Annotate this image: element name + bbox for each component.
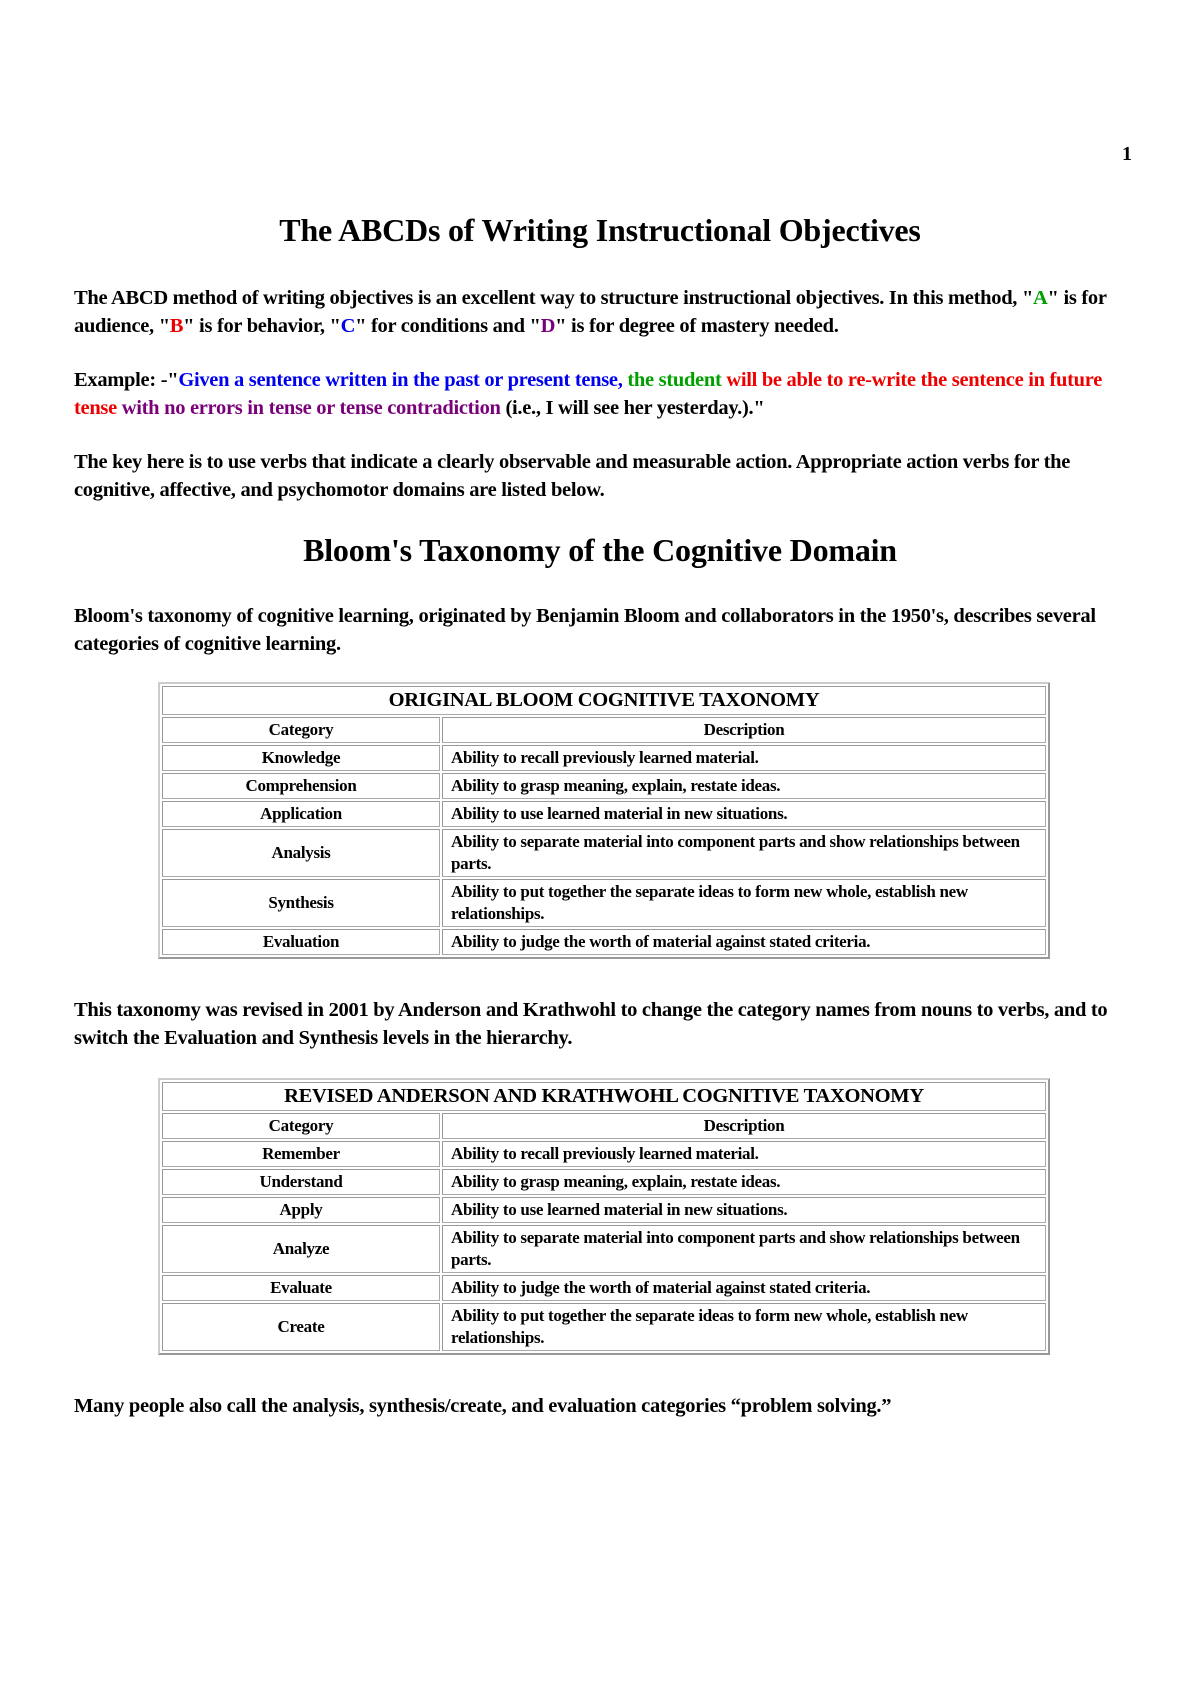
category-cell: Understand	[162, 1169, 440, 1195]
section-heading: Bloom's Taxonomy of the Cognitive Domain	[303, 532, 897, 568]
description-cell: Ability to grasp meaning, explain, restate ideas.	[442, 773, 1046, 799]
intro-text-5: " is for degree of mastery needed.	[555, 315, 839, 337]
column-header-category: Category	[162, 1113, 440, 1139]
example-paragraph	[74, 366, 1134, 422]
description-cell: Ability to recall previously learned material.	[442, 1141, 1046, 1167]
table-caption: REVISED ANDERSON AND KRATHWOHL COGNITIVE TAXONOMY	[162, 1082, 1046, 1111]
page-number: 1	[1122, 143, 1132, 165]
revised-paragraph: This taxonomy was revised in 2001 by Anderson and Krathwohl to change the category names from nouns to verbs, and to switch the Evaluation and Synthesis levels in the hierarchy.	[74, 999, 1108, 1049]
example-behavior: will be able to re-write the sentence in future tense	[74, 369, 1103, 419]
category-cell: Apply	[162, 1197, 440, 1223]
column-header-category: Category	[162, 717, 440, 743]
category-cell: Evaluation	[162, 929, 440, 955]
example-suffix: (i.e., I will see her yesterday.)."	[505, 397, 765, 419]
table-row	[162, 1303, 1046, 1351]
table-row	[162, 745, 1046, 771]
table-row	[162, 773, 1046, 799]
description-cell: Ability to put together the separate ideas to form new whole, establish new relationships.	[442, 1303, 1046, 1351]
example-condition: Given a sentence written in the past or present tense,	[178, 369, 623, 391]
table-row	[162, 829, 1046, 877]
category-cell: Evaluate	[162, 1275, 440, 1301]
page-title: The ABCDs of Writing Instructional Objectives	[279, 212, 921, 248]
letter-c: C	[340, 315, 356, 337]
intro-text-3: " is for behavior, "	[183, 315, 341, 337]
description-cell: Ability to grasp meaning, explain, restate ideas.	[442, 1169, 1046, 1195]
category-cell: Application	[162, 801, 440, 827]
description-cell: Ability to judge the worth of material against stated criteria.	[442, 1275, 1046, 1301]
description-cell: Ability to use learned material in new situations.	[442, 801, 1046, 827]
letter-a: A	[1033, 287, 1048, 309]
table-row	[162, 1197, 1046, 1223]
category-cell: Synthesis	[162, 879, 440, 927]
category-cell: Remember	[162, 1141, 440, 1167]
intro-text-2: " is for audience, "	[74, 287, 1107, 337]
category-cell: Analysis	[162, 829, 440, 877]
key-paragraph: The key here is to use verbs that indicate a clearly observable and measurable action. Appropriate action verbs for the cognitive, affective, and psychomotor domains are listed below.	[74, 451, 1071, 501]
category-cell: Create	[162, 1303, 440, 1351]
description-cell: Ability to judge the worth of material against stated criteria.	[442, 929, 1046, 955]
intro-text-1: The ABCD method of writing objectives is an excellent way to structure instructional objectives. In this method, "	[74, 287, 1034, 309]
table-row	[162, 1275, 1046, 1301]
example-degree: with no errors in tense or tense contradiction	[121, 397, 501, 419]
intro-paragraph	[74, 284, 1134, 340]
bloom-paragraph: Bloom's taxonomy of cognitive learning, originated by Benjamin Bloom and collaborators in the 1950's, describes several categories of cognitive learning.	[74, 605, 1096, 655]
category-cell: Analyze	[162, 1225, 440, 1273]
closing-paragraph: Many people also call the analysis, synthesis/create, and evaluation categories “problem solving.”	[74, 1395, 892, 1417]
description-cell: Ability to put together the separate ideas to form new whole, establish new relationships.	[442, 879, 1046, 927]
table-row	[162, 1141, 1046, 1167]
table-row	[162, 801, 1046, 827]
table-row	[162, 1225, 1046, 1273]
description-cell: Ability to use learned material in new situations.	[442, 1197, 1046, 1223]
table-row	[162, 879, 1046, 927]
original-bloom-table	[158, 682, 1050, 959]
description-cell: Ability to separate material into component parts and show relationships between parts.	[442, 1225, 1046, 1273]
description-cell: Ability to recall previously learned material.	[442, 745, 1046, 771]
table-row	[162, 1169, 1046, 1195]
description-cell: Ability to separate material into component parts and show relationships between parts.	[442, 829, 1046, 877]
intro-text-4: " for conditions and "	[355, 315, 541, 337]
letter-b: B	[169, 315, 184, 337]
column-header-description: Description	[442, 1113, 1046, 1139]
letter-d: D	[540, 315, 556, 337]
category-cell: Comprehension	[162, 773, 440, 799]
column-header-description: Description	[442, 717, 1046, 743]
table-row	[162, 929, 1046, 955]
category-cell: Knowledge	[162, 745, 440, 771]
example-prefix: Example: -"	[74, 369, 179, 391]
revised-taxonomy-table	[158, 1078, 1050, 1355]
table-caption: ORIGINAL BLOOM COGNITIVE TAXONOMY	[162, 686, 1046, 715]
example-audience: the student	[627, 369, 722, 391]
